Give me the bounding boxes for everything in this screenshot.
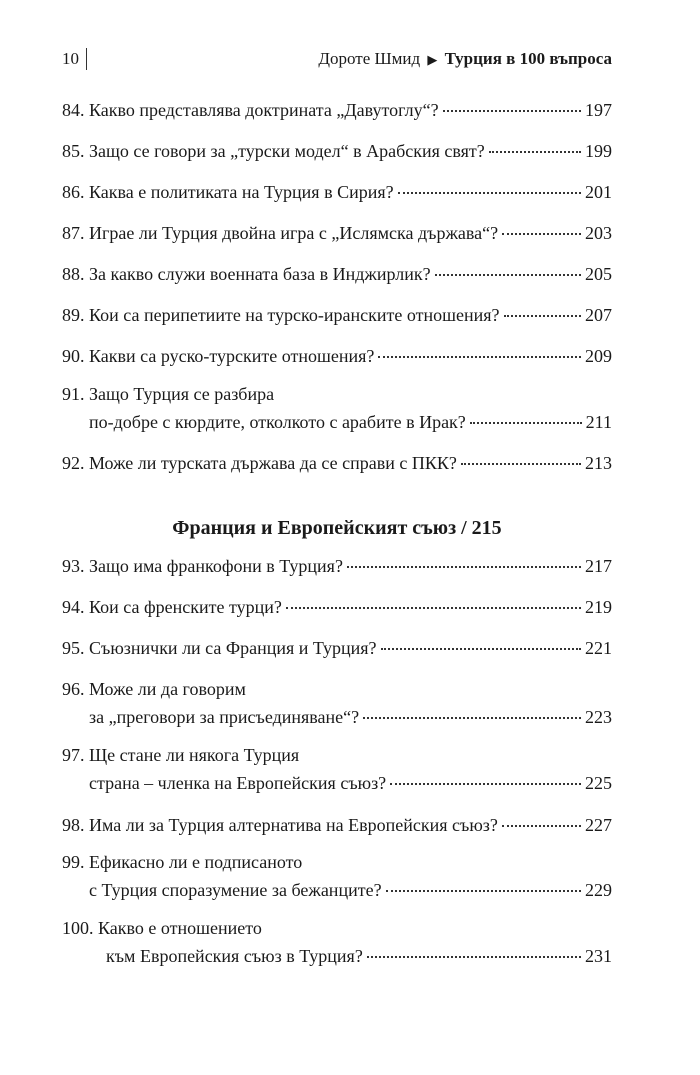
- entry-page: 205: [585, 264, 612, 284]
- toc-entry-99[interactable]: [62, 848, 612, 904]
- dot-leader: [502, 232, 581, 235]
- entry-text: 97. Ще стане ли някога Турция: [62, 745, 300, 765]
- toc-entry-87[interactable]: [62, 219, 612, 247]
- entry-text: 100. Какво е отношението: [62, 918, 262, 938]
- entry-page: 213: [585, 453, 612, 473]
- dot-leader: [347, 565, 581, 568]
- author-name: Дороте Шмид: [318, 49, 421, 68]
- book-title: Турция в 100 въпроса: [444, 49, 612, 68]
- entry-page: 203: [585, 223, 612, 243]
- running-title: [318, 48, 612, 71]
- entry-text: 87. Играе ли Турция двойна игра с „Ислямска държава“?: [62, 223, 499, 243]
- entry-page: 199: [585, 141, 612, 161]
- dot-leader: [378, 355, 581, 358]
- entry-text: 85. Защо се говори за „турски модел“ в Арабския свят?: [62, 141, 485, 161]
- entry-page: 221: [585, 638, 612, 658]
- toc-entry-94[interactable]: [62, 593, 612, 621]
- dot-leader: [367, 955, 581, 958]
- entry-text: 88. За какво служи военната база в Инджирлик?: [62, 264, 431, 284]
- dot-leader: [386, 889, 581, 892]
- entry-text: 95. Съюзнички ли са Франция и Турция?: [62, 638, 377, 658]
- entry-page: 231: [585, 946, 612, 966]
- entry-text: 94. Кои са френските турци?: [62, 597, 282, 617]
- toc-entry-89[interactable]: [62, 301, 612, 329]
- toc-entry-93[interactable]: [62, 552, 612, 580]
- dot-leader: [461, 462, 581, 465]
- entry-page: 225: [585, 773, 612, 793]
- toc-entry-98[interactable]: [62, 811, 612, 839]
- entry-page: 197: [585, 100, 612, 120]
- entry-text: 86. Каква е политиката на Турция в Сирия?: [62, 182, 394, 202]
- entry-text-continued: по-добре с кюрдите, отколкото с арабите в Ирак?: [89, 412, 466, 432]
- entry-text-continued: страна – членка на Европейския съюз?: [89, 773, 387, 793]
- entry-page: 207: [585, 305, 612, 325]
- entry-page: 211: [585, 412, 612, 432]
- entry-text: 93. Защо има франкофони в Турция?: [62, 556, 343, 576]
- entry-text: 96. Може ли да говорим: [62, 679, 246, 699]
- toc-entry-91[interactable]: [62, 380, 612, 436]
- entry-page: 209: [585, 346, 612, 366]
- dot-leader: [489, 150, 581, 153]
- dot-leader: [390, 782, 581, 785]
- entry-text: 98. Има ли за Турция алтернатива на Европейския съюз?: [62, 815, 498, 835]
- entry-page: 229: [585, 880, 612, 900]
- entry-text: 91. Защо Турция се разбира: [62, 384, 275, 404]
- toc-entry-90[interactable]: [62, 342, 612, 370]
- entry-text: 84. Какво представлява доктрината „Давутоглу“?: [62, 100, 439, 120]
- page-number: 10: [62, 48, 87, 70]
- toc-entry-97[interactable]: [62, 741, 612, 797]
- toc-entry-86[interactable]: [62, 178, 612, 206]
- toc-entry-88[interactable]: [62, 260, 612, 288]
- entry-text: 90. Какви са руско-турските отношения?: [62, 346, 375, 366]
- dot-leader: [363, 716, 581, 719]
- dot-leader: [470, 421, 582, 424]
- running-header: [62, 44, 612, 72]
- toc-entry-96[interactable]: [62, 675, 612, 731]
- entry-page: 201: [585, 182, 612, 202]
- entry-page: 219: [585, 597, 612, 617]
- dot-leader: [435, 273, 581, 276]
- toc-entry-95[interactable]: [62, 634, 612, 662]
- entry-text-continued: за „преговори за присъединяване“?: [89, 707, 360, 727]
- entry-text-continued: с Турция споразумение за бежанците?: [89, 880, 382, 900]
- dot-leader: [286, 606, 581, 609]
- dot-leader: [381, 647, 581, 650]
- dot-leader: [504, 314, 582, 317]
- dot-leader: [398, 191, 581, 194]
- toc-entry-85[interactable]: [62, 137, 612, 165]
- dot-leader: [443, 109, 581, 112]
- entry-text: 99. Ефикасно ли е подписаното: [62, 852, 303, 872]
- arrow-icon: ▶: [427, 52, 438, 67]
- entry-page: 217: [585, 556, 612, 576]
- entry-text: 89. Кои са перипетиите на турско-иранските отношения?: [62, 305, 500, 325]
- entry-text: 92. Може ли турската държава да се справи с ПКК?: [62, 453, 457, 473]
- toc-entry-92[interactable]: [62, 449, 612, 477]
- dot-leader: [502, 824, 581, 827]
- toc-entry-100[interactable]: [62, 914, 612, 970]
- entry-page: 227: [585, 815, 612, 835]
- section-heading: Франция и Европейският съюз / 215: [172, 517, 502, 539]
- entry-text-continued: към Европейския съюз в Турция?: [106, 946, 363, 966]
- toc-entry-84[interactable]: [62, 96, 612, 124]
- entry-page: 223: [585, 707, 612, 727]
